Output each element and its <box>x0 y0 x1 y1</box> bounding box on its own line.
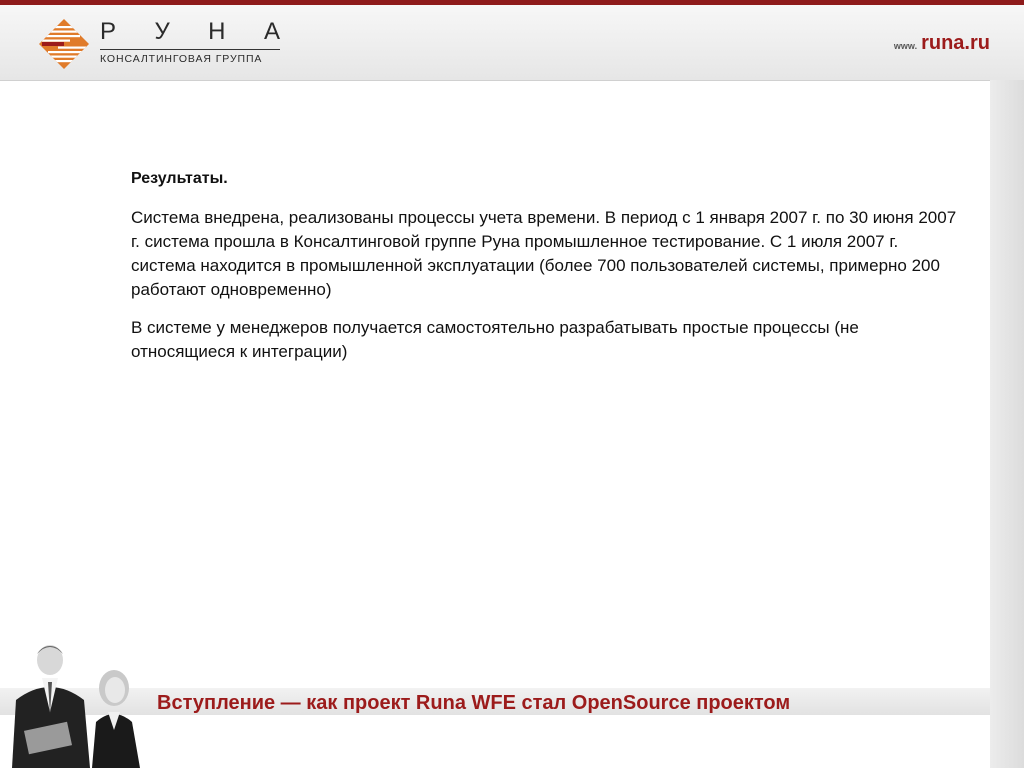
right-side-strip <box>990 80 1024 768</box>
results-paragraph-1: Система внедрена, реализованы процессы учета времени. В период с 1 января 2007 г. по 30 июня 2007 г. система прошла в Консалтинговой группе Руна промышленное тестирование. С 1 июля 2007 г. система находится в промышленной эксплуатации (более 700 пользователей системы, примерно 200 работают одновременно) <box>131 208 957 299</box>
site-url-prefix: www. <box>893 41 918 51</box>
logo-divider <box>100 49 280 50</box>
logo-letter: Р <box>100 18 117 45</box>
slide-content <box>131 168 961 378</box>
site-url[interactable] <box>894 31 990 58</box>
runa-diamond-logo-icon <box>38 18 90 70</box>
logo-letter: Н <box>208 18 226 45</box>
site-url-domain: runa.ru <box>921 32 990 54</box>
logo-wordmark <box>100 18 280 46</box>
logo-letter: А <box>263 18 280 45</box>
logo-subtitle: КОНСАЛТИНГОВАЯ ГРУППА <box>100 53 263 65</box>
footer-title: Вступление — как проект Runa WFE стал OpenSource проектом <box>157 692 791 714</box>
results-heading: Результаты. <box>131 170 228 187</box>
business-people-photo <box>8 640 148 768</box>
results-paragraph-2: В системе у менеджеров получается самостоятельно разрабатывать простые процессы (не относящиеся к интеграции) <box>131 318 859 361</box>
logo-letter: У <box>154 18 170 45</box>
